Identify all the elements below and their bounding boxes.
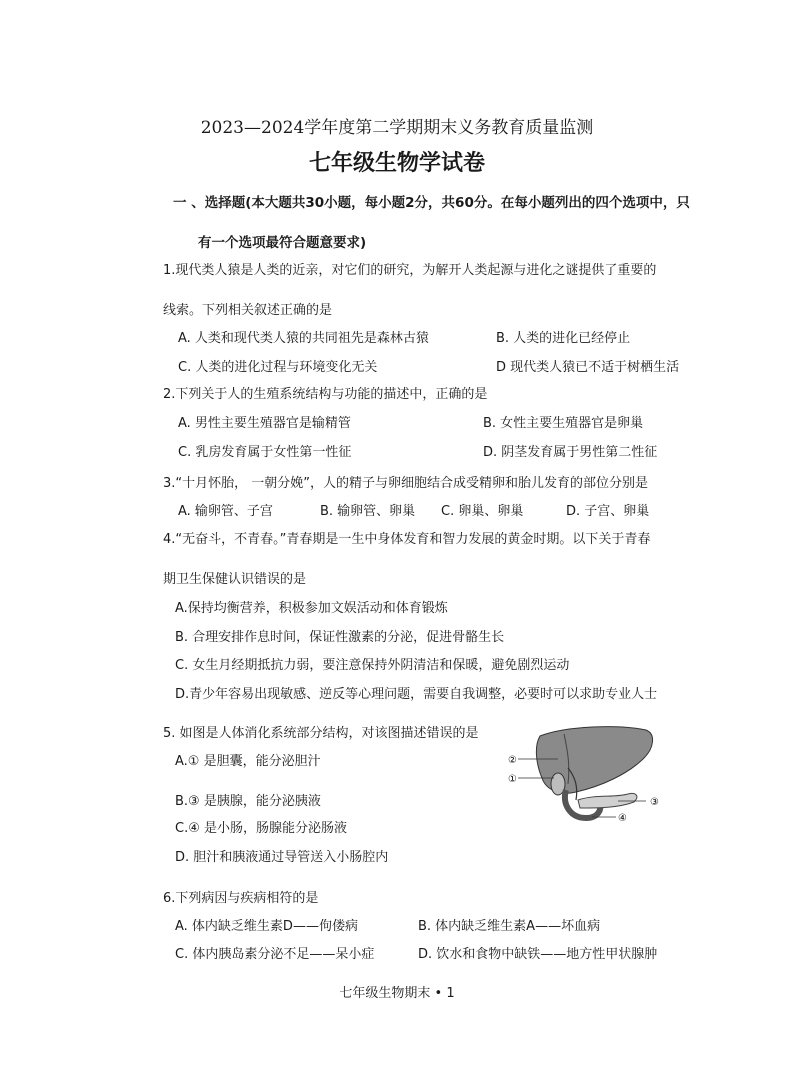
- q5-option-a: A.① 是胆囊，能分泌胆汁: [175, 754, 321, 769]
- q3-option-d: D. 子宫、卵巢: [566, 504, 650, 519]
- q1-option-d: D 现代类人猿已不适于树栖生活: [496, 360, 680, 375]
- digestive-system-diagram: [506, 722, 666, 826]
- section-heading-line2: 有一个选项最符合题意要求): [198, 235, 367, 251]
- q6-stem: 6.下列病因与疾病相符的是: [163, 891, 319, 906]
- q3-option-c: C. 卵巢、卵巢: [441, 504, 524, 519]
- q3-option-b: B. 输卵管、卵巢: [320, 504, 416, 519]
- q4-option-d: D.青少年容易出现敏感、逆反等心理问题，需要自我调整，必要时可以求助专业人士: [175, 687, 658, 702]
- q2-option-d: D. 阴茎发育属于男性第二性征: [483, 445, 658, 460]
- q1-option-a: A. 人类和现代类人猿的共同祖先是森林古猿: [178, 331, 429, 346]
- q2-option-c: C. 乳房发育属于女性第一性征: [178, 445, 352, 460]
- q6-option-b: B. 体内缺乏维生素A——坏血病: [418, 919, 601, 934]
- q2-stem: 2.下列关于人的生殖系统结构与功能的描述中，正确的是: [163, 387, 488, 402]
- q4-option-a: A.保持均衡营养，积极参加文娱活动和体育锻炼: [175, 601, 448, 616]
- q3-stem: 3.“十月怀胎， 一朝分娩”，人的精子与卵细胞结合成受精卵和胎儿发育的部位分别是: [163, 476, 649, 491]
- figure-label-4: ④: [618, 813, 627, 824]
- figure-label-2: ②: [508, 755, 517, 766]
- q1-stem-line2: 线索。下列相关叙述正确的是: [163, 303, 333, 318]
- q1-option-b: B. 人类的进化已经停止: [496, 331, 631, 346]
- q4-option-b: B. 合理安排作息时间，保证性激素的分泌，促进骨骼生长: [175, 630, 505, 645]
- q6-option-d: D. 饮水和食物中缺铁——地方性甲状腺肿: [418, 947, 658, 962]
- q5-option-d: D. 胆汁和胰液通过导管送入小肠腔内: [175, 850, 389, 865]
- figure-label-1: ①: [508, 774, 517, 785]
- q4-option-c: C. 女生月经期抵抗力弱，要注意保持外阴清洁和保暖，避免剧烈运动: [175, 658, 570, 673]
- exam-title: 2023—2024学年度第二学期期末义务教育质量监测: [200, 118, 594, 138]
- q4-stem-line2: 期卫生保健认识错误的是: [163, 572, 307, 587]
- page-footer: 七年级生物期末 • 1: [339, 986, 455, 1001]
- q5-option-b: B.③ 是胰腺，能分泌胰液: [175, 794, 321, 809]
- q6-option-a: A. 体内缺乏维生素D——佝偻病: [175, 919, 358, 934]
- digestive-system-figure: [506, 722, 666, 826]
- section-heading-line1: 一 、选择题(本大题共30小题，每小题2分，共60分。在每小题列出的四个选项中，只: [173, 195, 690, 211]
- exam-subtitle: 七年级生物学试卷: [308, 150, 485, 176]
- q6-option-c: C. 体内胰岛素分泌不足——呆小症: [175, 947, 375, 962]
- q5-option-c: C.④ 是小肠，肠腺能分泌肠液: [175, 821, 347, 836]
- q2-option-b: B. 女性主要生殖器官是卵巢: [483, 416, 644, 431]
- q2-option-a: A. 男性主要生殖器官是输精管: [178, 416, 351, 431]
- q3-option-a: A. 输卵管、子宫: [178, 504, 273, 519]
- q5-stem: 5. 如图是人体消化系统部分结构，对该图描述错误的是: [163, 726, 479, 741]
- q1-option-c: C. 人类的进化过程与环境变化无关: [178, 360, 378, 375]
- q4-stem-line1: 4.“无奋斗，不青春。”青春期是一生中身体发育和智力发展的黄金时期。以下关于青春: [163, 532, 651, 547]
- figure-label-3: ③: [650, 797, 659, 808]
- q1-stem-line1: 1.现代类人猿是人类的近亲，对它们的研究，为解开人类起源与进化之谜提供了重要的: [163, 263, 657, 278]
